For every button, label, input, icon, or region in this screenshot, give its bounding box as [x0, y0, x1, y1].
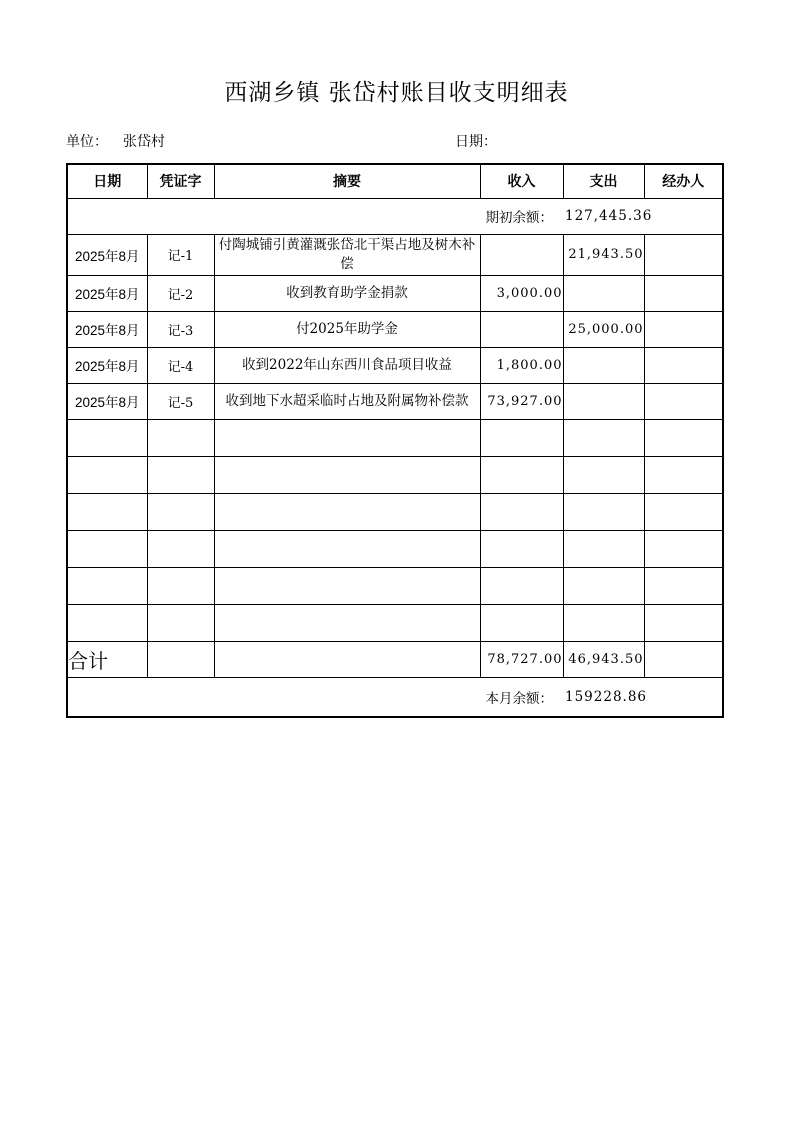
table-row [67, 311, 723, 347]
table-row [67, 347, 723, 383]
table-row [67, 275, 723, 311]
empty-cell [214, 419, 480, 456]
income-cell: 1,800.00 [480, 347, 563, 383]
header-date: 日期 [67, 164, 147, 198]
date-cell: 2025年8月 [67, 347, 147, 383]
total-voucher-cell [147, 641, 214, 677]
empty-cell [214, 530, 480, 567]
opening-balance-cell [67, 198, 723, 234]
empty-cell [644, 530, 723, 567]
empty-cell [147, 530, 214, 567]
header-summary: 摘要 [214, 164, 480, 198]
total-expense-cell: 46,943.50 [563, 641, 644, 677]
month-balance-row [67, 677, 723, 717]
voucher-cell: 记-2 [147, 275, 214, 311]
handler-cell [644, 383, 723, 419]
handler-cell [644, 234, 723, 275]
date-cell: 2025年8月 [67, 383, 147, 419]
empty-cell [563, 604, 644, 641]
expense-cell [563, 347, 644, 383]
empty-cell [67, 530, 147, 567]
empty-cell [67, 567, 147, 604]
empty-table-row [67, 567, 723, 604]
expense-cell [563, 275, 644, 311]
expense-cell: 21,943.50 [563, 234, 644, 275]
account-table [66, 163, 724, 718]
empty-cell [644, 419, 723, 456]
empty-cell [147, 456, 214, 493]
voucher-cell: 记-3 [147, 311, 214, 347]
total-income-cell: 78,727.00 [480, 641, 563, 677]
empty-table-row [67, 604, 723, 641]
summary-cell: 收到地下水超采临时占地及附属物补偿款 [214, 383, 480, 419]
expense-cell: 25,000.00 [563, 311, 644, 347]
handler-cell [644, 311, 723, 347]
empty-cell [214, 493, 480, 530]
handler-cell [644, 347, 723, 383]
month-balance-cell [67, 677, 723, 717]
empty-cell [644, 493, 723, 530]
date-cell: 2025年8月 [67, 275, 147, 311]
empty-cell [480, 567, 563, 604]
opening-balance-label: 期初余额： [485, 210, 553, 226]
empty-cell [147, 604, 214, 641]
table-header-row [67, 164, 723, 198]
empty-cell [480, 604, 563, 641]
empty-cell [214, 567, 480, 604]
month-balance-label: 本月余额： [485, 690, 553, 707]
empty-cell [67, 456, 147, 493]
empty-table-row [67, 419, 723, 456]
header-voucher: 凭证字 [147, 164, 214, 198]
empty-table-row [67, 456, 723, 493]
empty-cell [147, 493, 214, 530]
empty-cell [67, 604, 147, 641]
header-expense: 支出 [563, 164, 644, 198]
date-cell: 2025年8月 [67, 234, 147, 275]
opening-balance-row [67, 198, 723, 234]
empty-cell [147, 567, 214, 604]
table-row [67, 383, 723, 419]
total-handler-cell [644, 641, 723, 677]
empty-table-row [67, 530, 723, 567]
income-cell: 3,000.00 [480, 275, 563, 311]
table-row [67, 234, 723, 275]
handler-cell [644, 275, 723, 311]
empty-cell [563, 493, 644, 530]
empty-cell [67, 419, 147, 456]
summary-cell: 收到教育助学金捐款 [214, 275, 480, 311]
header-handler: 经办人 [644, 164, 723, 198]
empty-cell [147, 419, 214, 456]
empty-cell [644, 604, 723, 641]
summary-cell: 付2025年助学金 [214, 311, 480, 347]
empty-cell [563, 456, 644, 493]
total-row [67, 641, 723, 677]
total-label-cell: 合计 [67, 641, 147, 677]
empty-table-row [67, 493, 723, 530]
empty-cell [214, 456, 480, 493]
empty-cell [563, 419, 644, 456]
summary-cell: 付陶城铺引黄灌溉张岱北干渠占地及树木补偿 [214, 234, 480, 275]
empty-cell [644, 567, 723, 604]
empty-cell [67, 493, 147, 530]
empty-cell [480, 419, 563, 456]
income-cell [480, 234, 563, 275]
header-income: 收入 [480, 164, 563, 198]
page-title: 西湖乡镇 张岱村账目收支明细表 [224, 80, 569, 106]
date-label: 日期： [455, 134, 497, 150]
voucher-cell: 记-5 [147, 383, 214, 419]
opening-balance-value: 127,445.36 [565, 208, 653, 224]
empty-cell [214, 604, 480, 641]
date-cell: 2025年8月 [67, 311, 147, 347]
empty-cell [480, 493, 563, 530]
empty-cell [480, 456, 563, 493]
summary-cell: 收到2022年山东西川食品项目收益 [214, 347, 480, 383]
voucher-cell: 记-4 [147, 347, 214, 383]
month-balance-value: 159228.86 [565, 688, 648, 705]
income-cell [480, 311, 563, 347]
income-cell: 73,927.00 [480, 383, 563, 419]
empty-cell [480, 530, 563, 567]
empty-cell [563, 567, 644, 604]
empty-cell [644, 456, 723, 493]
voucher-cell: 记-1 [147, 234, 214, 275]
unit-value: 张岱村 [123, 134, 165, 150]
empty-cell [563, 530, 644, 567]
expense-cell [563, 383, 644, 419]
unit-label: 单位： [66, 134, 108, 150]
meta-row [66, 131, 722, 149]
total-summary-cell [214, 641, 480, 677]
